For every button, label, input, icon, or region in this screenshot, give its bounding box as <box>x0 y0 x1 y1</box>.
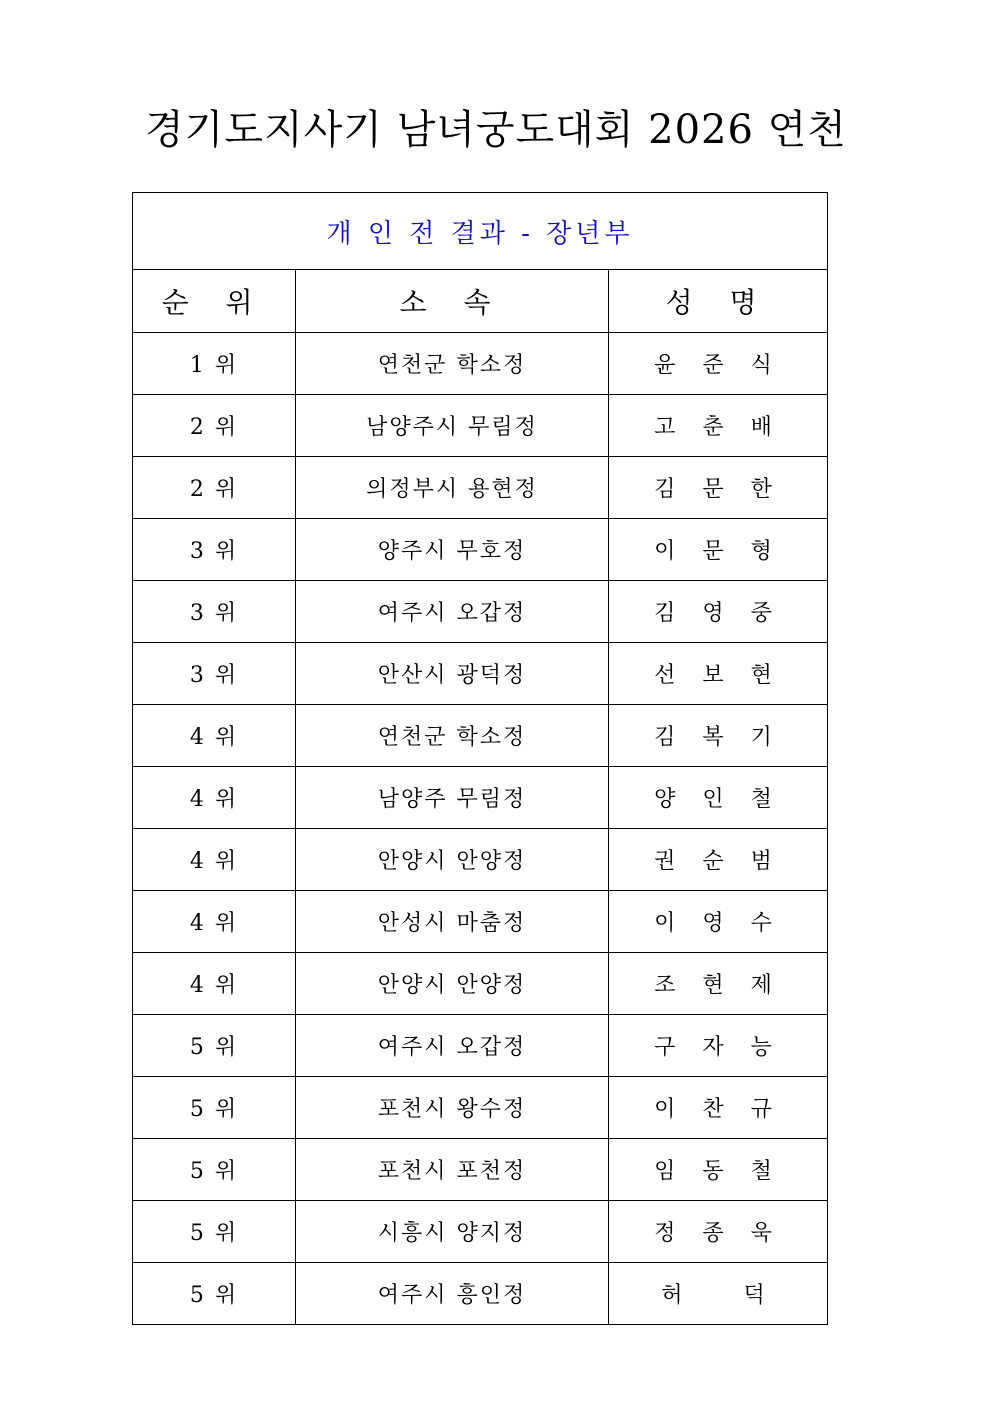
name-cell: 임 동 철 <box>609 1139 828 1201</box>
affiliation-cell: 시흥시 양지정 <box>296 1201 609 1263</box>
table-row <box>133 705 828 767</box>
name-cell: 김 영 중 <box>609 581 828 643</box>
affiliation-cell: 남양주 무림정 <box>296 767 609 829</box>
rank-cell: 4 위 <box>133 953 296 1015</box>
rank-cell: 2 위 <box>133 457 296 519</box>
column-header-name: 성 명 <box>609 270 828 333</box>
affiliation-cell: 여주시 오갑정 <box>296 1015 609 1077</box>
name-cell: 권 순 범 <box>609 829 828 891</box>
rank-cell: 5 위 <box>133 1201 296 1263</box>
results-table <box>132 192 828 1325</box>
table-header-row <box>133 270 828 333</box>
affiliation-cell: 안양시 안양정 <box>296 829 609 891</box>
table-row <box>133 1263 828 1325</box>
affiliation-cell: 여주시 오갑정 <box>296 581 609 643</box>
page-title: 경기도지사기 남녀궁도대회 2026 연천 <box>145 107 847 153</box>
table-caption: 개 인 전 결과 - 장년부 <box>133 193 828 270</box>
table-row <box>133 891 828 953</box>
name-cell: 이 영 수 <box>609 891 828 953</box>
affiliation-cell: 의정부시 용현정 <box>296 457 609 519</box>
table-row <box>133 1015 828 1077</box>
table-row <box>133 457 828 519</box>
name-cell: 김 복 기 <box>609 705 828 767</box>
affiliation-cell: 안성시 마춤정 <box>296 891 609 953</box>
affiliation-cell: 양주시 무호정 <box>296 519 609 581</box>
affiliation-cell: 포천시 왕수정 <box>296 1077 609 1139</box>
rank-cell: 5 위 <box>133 1139 296 1201</box>
rank-cell: 3 위 <box>133 519 296 581</box>
rank-cell: 5 위 <box>133 1077 296 1139</box>
table-row <box>133 519 828 581</box>
rank-cell: 3 위 <box>133 643 296 705</box>
name-cell: 정 종 욱 <box>609 1201 828 1263</box>
rank-cell: 4 위 <box>133 891 296 953</box>
rank-cell: 3 위 <box>133 581 296 643</box>
table-caption-row <box>133 193 828 270</box>
name-cell: 양 인 철 <box>609 767 828 829</box>
name-cell: 고 춘 배 <box>609 395 828 457</box>
affiliation-cell: 연천군 학소정 <box>296 705 609 767</box>
name-cell: 조 현 제 <box>609 953 828 1015</box>
column-header-affiliation: 소 속 <box>296 270 609 333</box>
affiliation-cell: 여주시 흥인정 <box>296 1263 609 1325</box>
name-cell: 허 덕 <box>609 1263 828 1325</box>
table-row <box>133 395 828 457</box>
table-row <box>133 767 828 829</box>
table-row <box>133 953 828 1015</box>
table-row <box>133 643 828 705</box>
affiliation-cell: 안양시 안양정 <box>296 953 609 1015</box>
table-row <box>133 1077 828 1139</box>
table-row <box>133 1139 828 1201</box>
name-cell: 이 문 형 <box>609 519 828 581</box>
name-cell: 윤 준 식 <box>609 333 828 395</box>
rank-cell: 5 위 <box>133 1015 296 1077</box>
column-header-rank: 순 위 <box>133 270 296 333</box>
rank-cell: 4 위 <box>133 767 296 829</box>
affiliation-cell: 안산시 광덕정 <box>296 643 609 705</box>
rank-cell: 5 위 <box>133 1263 296 1325</box>
table-row <box>133 829 828 891</box>
rank-cell: 1 위 <box>133 333 296 395</box>
table-row <box>133 581 828 643</box>
rank-cell: 4 위 <box>133 705 296 767</box>
rank-cell: 2 위 <box>133 395 296 457</box>
name-cell: 선 보 현 <box>609 643 828 705</box>
affiliation-cell: 포천시 포천정 <box>296 1139 609 1201</box>
table-row <box>133 333 828 395</box>
name-cell: 구 자 능 <box>609 1015 828 1077</box>
affiliation-cell: 남양주시 무림정 <box>296 395 609 457</box>
name-cell: 이 찬 규 <box>609 1077 828 1139</box>
table-row <box>133 1201 828 1263</box>
rank-cell: 4 위 <box>133 829 296 891</box>
affiliation-cell: 연천군 학소정 <box>296 333 609 395</box>
name-cell: 김 문 한 <box>609 457 828 519</box>
